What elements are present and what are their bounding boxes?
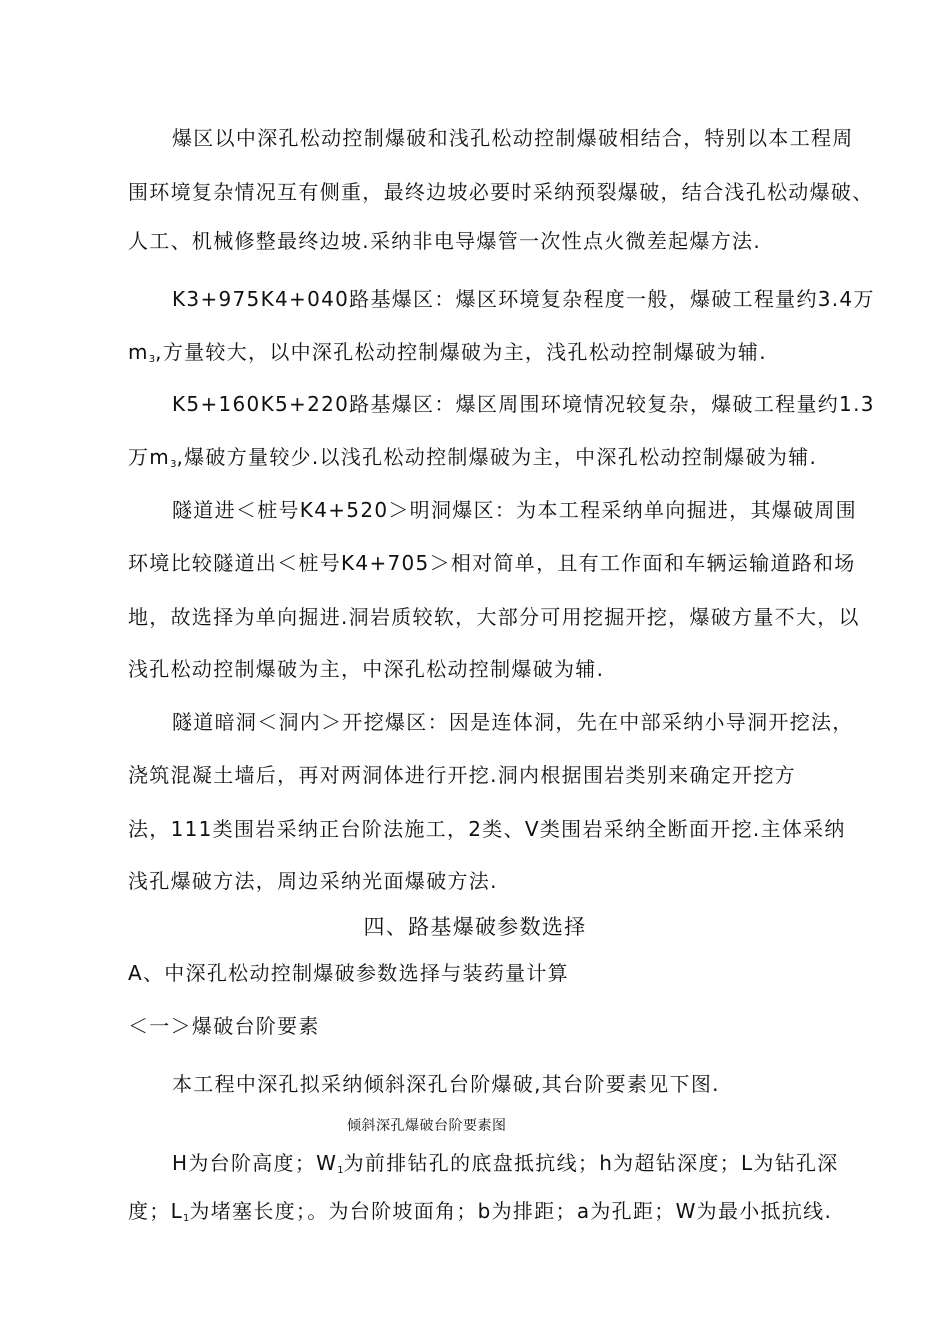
paragraph-3-unit: 万m: [128, 445, 171, 469]
paragraph-4-line-3: 地，故选择为单向掘进.洞岩质较软，大部分可用挖掘开挖，爆破方量不大，以: [128, 605, 860, 629]
paragraph-6: 本工程中深孔拟采纳倾斜深孔台阶爆破,其台阶要素见下图.: [172, 1072, 720, 1096]
paragraph-3-quantity: 1.3: [839, 392, 875, 416]
paragraph-5-line-4: 浅孔爆破方法，周边采纳光面爆破方法.: [128, 869, 498, 893]
paragraph-1-line-2: 围环境复杂情况互有侧重，最终边坡必要时采纳预裂爆破，结合浅孔松动爆破、: [128, 180, 874, 204]
paragraph-5-line-1: 隧道暗洞＜洞内＞开挖爆区：因是连体洞，先在中部采纳小导洞开挖法，: [172, 710, 854, 734]
unit-m: m: [128, 340, 149, 364]
paragraph-3-line-1: [172, 390, 875, 418]
legend-continuation: 为堵塞长度；。为台阶坡面角；b为排距；a为孔距；W为最小抵抗线.: [189, 1199, 833, 1223]
legend-subscript: 1: [183, 1213, 190, 1224]
legend-line-1: [172, 1149, 839, 1177]
paragraph-1-line-3: 人工、机械修整最终边坡.采纳非电导爆管一次性点火微差起爆方法.: [128, 229, 762, 253]
unit-superscript: 3: [148, 354, 156, 365]
paragraph-4-line-1: 隧道进＜桩号K4+520＞明洞爆区：为本工程采纳单向掘进，其爆破周围: [172, 498, 857, 522]
paragraph-5-line-3: 法，111类围岩采纳正台阶法施工，2类、V类围岩采纳全断面开挖.主体采纳: [128, 817, 846, 841]
legend-line-2: [128, 1197, 832, 1225]
legend-l1: 度；L: [128, 1199, 184, 1223]
paragraph-2-text: K3+975K4+040路基爆区：爆区环境复杂程度一般，爆破工程量约: [172, 287, 818, 311]
figure-caption: 倾斜深孔爆破台阶要素图: [347, 1118, 507, 1134]
paragraph-3-continuation: ,爆破方量较少.以浅孔松动控制爆破为主，中深孔松动控制爆破为辅.: [176, 445, 818, 469]
paragraph-2-line-1: [172, 285, 875, 313]
paragraph-4-line-4: 浅孔松动控制爆破为主，中深孔松动控制爆破为辅.: [128, 657, 605, 681]
legend-subscript: 1: [337, 1165, 344, 1176]
unit-superscript: 3: [170, 459, 177, 470]
paragraph-3-text: K5+160K5+220路基爆区：爆区周围环境情况较复杂，爆破工程量约: [172, 392, 840, 416]
section-title: 四、路基爆破参数选择: [363, 915, 587, 939]
paragraph-3-line-2: [128, 443, 817, 471]
paragraph-2-continuation: ,方量较大，以中深孔松动控制爆破为主，浅孔松动控制爆破为辅.: [155, 340, 767, 364]
paragraph-2-quantity: 3.4: [817, 287, 854, 311]
subsection-a-title: A、中深孔松动控制爆破参数选择与装药量计算: [128, 961, 569, 985]
paragraph-2-line-2: [128, 338, 767, 366]
subsection-1-title: ＜一＞爆破台阶要素: [128, 1014, 320, 1038]
legend-h: H为台阶高度；W: [172, 1151, 338, 1175]
paragraph-4-line-2: 环境比较隧道出＜桩号K4+705＞相对简单，且有工作面和车辆运输道路和场: [128, 551, 856, 575]
legend-continuation: 为前排钻孔的底盘抵抗线；h为超钻深度；L为钻孔深: [343, 1151, 839, 1175]
paragraph-2-unit: 万: [853, 287, 875, 311]
paragraph-5-line-2: 浇筑混凝土墙后，再对两洞体进行开挖.洞内根据围岩类别来确定开挖方: [128, 763, 796, 787]
paragraph-1-line-1: 爆区以中深孔松动控制爆破和浅孔松动控制爆破相结合，特别以本工程周: [172, 126, 854, 150]
